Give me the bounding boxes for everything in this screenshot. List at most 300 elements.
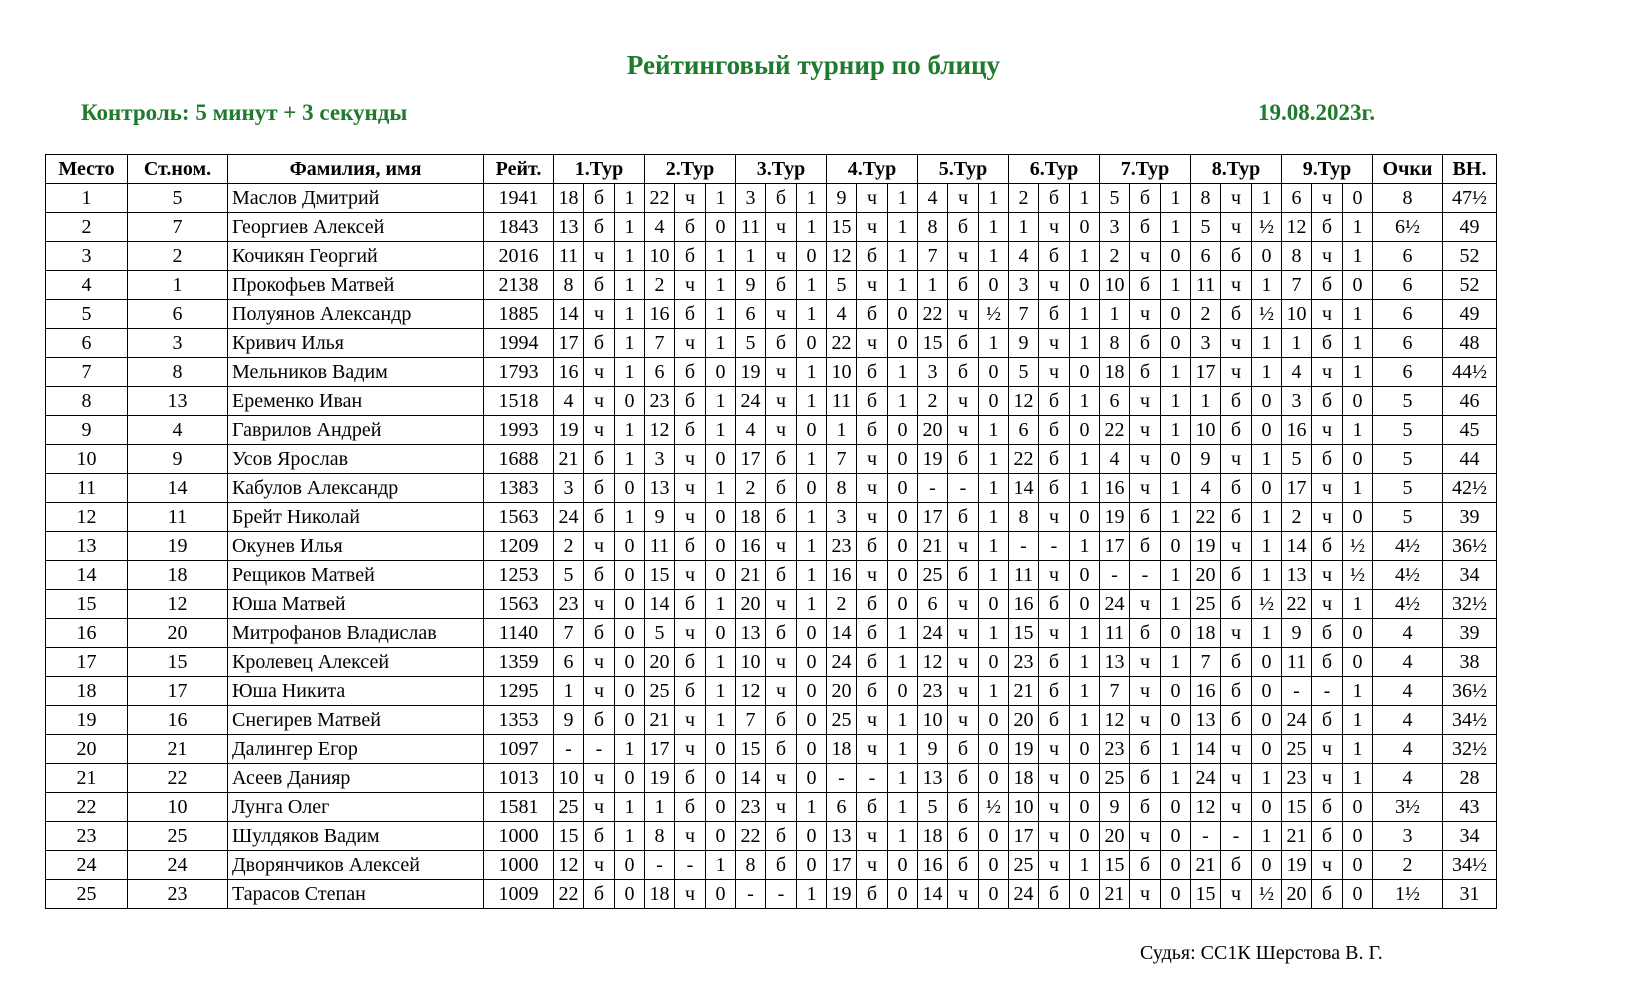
opponent-cell: 6 <box>554 648 584 677</box>
table-row <box>46 184 1497 213</box>
rating-cell: 1793 <box>484 358 554 387</box>
opponent-cell: 10 <box>827 358 857 387</box>
result-cell: 0 <box>615 880 645 909</box>
result-cell: 0 <box>706 358 736 387</box>
color-cell: б <box>766 851 797 880</box>
result-cell: 0 <box>1343 851 1373 880</box>
result-cell: 1 <box>1161 764 1191 793</box>
player-name-cell: Гаврилов Андрей <box>228 416 484 445</box>
opponent-cell: 14 <box>827 619 857 648</box>
tiebreak-cell: 44 <box>1443 445 1497 474</box>
color-cell: б <box>948 735 979 764</box>
points-cell: 6 <box>1373 300 1443 329</box>
color-cell: ч <box>1039 735 1070 764</box>
header-name: Фамилия, имя <box>228 155 484 184</box>
opponent-cell: 23 <box>1100 735 1130 764</box>
color-cell: ч <box>1221 735 1252 764</box>
color-cell: ч <box>1221 329 1252 358</box>
result-cell: 1 <box>615 822 645 851</box>
opponent-cell: 6 <box>1191 242 1221 271</box>
tiebreak-cell: 49 <box>1443 300 1497 329</box>
color-cell: - <box>948 474 979 503</box>
color-cell: ч <box>948 532 979 561</box>
color-cell: ч <box>1130 822 1161 851</box>
color-cell: б <box>1312 271 1343 300</box>
result-cell: 1 <box>888 822 918 851</box>
rating-cell: 1209 <box>484 532 554 561</box>
table-row <box>46 561 1497 590</box>
opponent-cell: 10 <box>1191 416 1221 445</box>
color-cell: б <box>948 851 979 880</box>
result-cell: 0 <box>1343 619 1373 648</box>
color-cell: ч <box>857 822 888 851</box>
result-cell: 0 <box>1161 329 1191 358</box>
header-round: 4.Тур <box>827 155 918 184</box>
place-cell: 23 <box>46 822 128 851</box>
player-name-cell: Митрофанов Владислав <box>228 619 484 648</box>
color-cell: б <box>584 561 615 590</box>
place-cell: 9 <box>46 416 128 445</box>
color-cell: ч <box>766 242 797 271</box>
color-cell: ч <box>1039 271 1070 300</box>
opponent-cell: 14 <box>554 300 584 329</box>
color-cell: - <box>584 735 615 764</box>
place-cell: 16 <box>46 619 128 648</box>
header-points: Очки <box>1373 155 1443 184</box>
color-cell: ч <box>1221 764 1252 793</box>
result-cell: 0 <box>1161 822 1191 851</box>
color-cell: ч <box>1130 387 1161 416</box>
result-cell: 1 <box>706 329 736 358</box>
opponent-cell: 6 <box>645 358 675 387</box>
opponent-cell: 15 <box>1100 851 1130 880</box>
color-cell: ч <box>1312 358 1343 387</box>
color-cell: б <box>675 793 706 822</box>
result-cell: 0 <box>1161 706 1191 735</box>
result-cell: 1 <box>1070 445 1100 474</box>
opponent-cell: 14 <box>1191 735 1221 764</box>
opponent-cell: 15 <box>736 735 766 764</box>
result-cell: 0 <box>797 764 827 793</box>
result-cell: 0 <box>615 590 645 619</box>
color-cell: ч <box>857 851 888 880</box>
header-round: 3.Тур <box>736 155 827 184</box>
color-cell: б <box>766 474 797 503</box>
result-cell: 0 <box>706 880 736 909</box>
result-cell: 1 <box>797 503 827 532</box>
result-cell: 0 <box>706 619 736 648</box>
start-number-cell: 9 <box>128 445 228 474</box>
table-row <box>46 590 1497 619</box>
opponent-cell: 13 <box>1191 706 1221 735</box>
start-number-cell: 6 <box>128 300 228 329</box>
result-cell: 1 <box>797 271 827 300</box>
start-number-cell: 16 <box>128 706 228 735</box>
opponent-cell: 12 <box>554 851 584 880</box>
result-cell: 1 <box>1252 329 1282 358</box>
opponent-cell: 18 <box>1100 358 1130 387</box>
result-cell: 0 <box>1070 590 1100 619</box>
result-cell: 0 <box>797 474 827 503</box>
opponent-cell: 5 <box>1100 184 1130 213</box>
result-cell: 0 <box>888 474 918 503</box>
result-cell: 0 <box>1252 387 1282 416</box>
result-cell: 0 <box>615 706 645 735</box>
result-cell: 0 <box>979 387 1009 416</box>
opponent-cell: 6 <box>1009 416 1039 445</box>
opponent-cell: 16 <box>1009 590 1039 619</box>
color-cell: б <box>1221 648 1252 677</box>
player-name-cell: Дворянчиков Алексей <box>228 851 484 880</box>
color-cell: ч <box>675 735 706 764</box>
color-cell: ч <box>1130 880 1161 909</box>
opponent-cell: 17 <box>1009 822 1039 851</box>
color-cell: б <box>1039 590 1070 619</box>
color-cell: ч <box>766 416 797 445</box>
color-cell: ч <box>675 822 706 851</box>
result-cell: 0 <box>1252 677 1282 706</box>
place-cell: 5 <box>46 300 128 329</box>
opponent-cell: - <box>918 474 948 503</box>
result-cell: 1 <box>1161 416 1191 445</box>
opponent-cell: 17 <box>918 503 948 532</box>
player-name-cell: Тарасов Степан <box>228 880 484 909</box>
color-cell: ч <box>766 532 797 561</box>
color-cell: ч <box>584 793 615 822</box>
result-cell: 0 <box>1070 358 1100 387</box>
opponent-cell: 5 <box>918 793 948 822</box>
result-cell: 1 <box>1252 822 1282 851</box>
color-cell: б <box>766 735 797 764</box>
opponent-cell: 23 <box>1009 648 1039 677</box>
result-cell: 0 <box>1252 706 1282 735</box>
place-cell: 7 <box>46 358 128 387</box>
result-cell: 0 <box>1161 851 1191 880</box>
color-cell: - <box>1312 677 1343 706</box>
color-cell: ч <box>766 764 797 793</box>
result-cell: 1 <box>615 416 645 445</box>
opponent-cell: 11 <box>827 387 857 416</box>
color-cell: ч <box>857 329 888 358</box>
result-cell: 1 <box>797 880 827 909</box>
standings-table <box>45 154 1497 909</box>
result-cell: 0 <box>1252 735 1282 764</box>
place-cell: 8 <box>46 387 128 416</box>
result-cell: 1 <box>979 329 1009 358</box>
color-cell: ч <box>948 184 979 213</box>
opponent-cell: 14 <box>918 880 948 909</box>
opponent-cell: 14 <box>736 764 766 793</box>
rating-cell: 1295 <box>484 677 554 706</box>
result-cell: 0 <box>888 590 918 619</box>
result-cell: 1 <box>1161 474 1191 503</box>
opponent-cell: 9 <box>1009 329 1039 358</box>
result-cell: 1 <box>1252 764 1282 793</box>
result-cell: 0 <box>706 561 736 590</box>
color-cell: ч <box>584 532 615 561</box>
result-cell: ½ <box>979 793 1009 822</box>
opponent-cell: 20 <box>1100 822 1130 851</box>
opponent-cell: 13 <box>1282 561 1312 590</box>
result-cell: 1 <box>1161 503 1191 532</box>
color-cell: б <box>584 445 615 474</box>
table-row <box>46 619 1497 648</box>
table-row <box>46 358 1497 387</box>
color-cell: б <box>584 503 615 532</box>
color-cell: б <box>766 619 797 648</box>
result-cell: 1 <box>797 184 827 213</box>
rating-cell: 1013 <box>484 764 554 793</box>
result-cell: 1 <box>1070 851 1100 880</box>
result-cell: 0 <box>615 474 645 503</box>
opponent-cell: 11 <box>554 242 584 271</box>
opponent-cell: 24 <box>1009 880 1039 909</box>
result-cell: 1 <box>979 416 1009 445</box>
opponent-cell: 9 <box>918 735 948 764</box>
result-cell: 1 <box>615 271 645 300</box>
color-cell: - <box>1039 532 1070 561</box>
result-cell: 0 <box>1070 822 1100 851</box>
color-cell: б <box>1130 619 1161 648</box>
color-cell: б <box>675 532 706 561</box>
rating-cell: 1993 <box>484 416 554 445</box>
points-cell: 2 <box>1373 851 1443 880</box>
color-cell: б <box>1039 300 1070 329</box>
result-cell: 1 <box>615 503 645 532</box>
color-cell: ч <box>948 619 979 648</box>
color-cell: ч <box>584 851 615 880</box>
opponent-cell: 21 <box>645 706 675 735</box>
referee-signature: Судья: СС1К Шерстова В. Г. <box>1140 942 1383 964</box>
result-cell: 0 <box>979 851 1009 880</box>
result-cell: 1 <box>1252 619 1282 648</box>
color-cell: б <box>1312 822 1343 851</box>
opponent-cell: 15 <box>918 329 948 358</box>
result-cell: 1 <box>615 300 645 329</box>
rating-cell: 1009 <box>484 880 554 909</box>
tiebreak-cell: 44½ <box>1443 358 1497 387</box>
color-cell: ч <box>675 503 706 532</box>
color-cell: б <box>1312 706 1343 735</box>
opponent-cell: 1 <box>1009 213 1039 242</box>
color-cell: б <box>584 822 615 851</box>
color-cell: б <box>948 358 979 387</box>
result-cell: 0 <box>1252 474 1282 503</box>
start-number-cell: 15 <box>128 648 228 677</box>
result-cell: 0 <box>615 387 645 416</box>
tiebreak-cell: 45 <box>1443 416 1497 445</box>
result-cell: 1 <box>706 416 736 445</box>
result-cell: 0 <box>888 445 918 474</box>
table-row <box>46 764 1497 793</box>
opponent-cell: 2 <box>645 271 675 300</box>
opponent-cell: 3 <box>1009 271 1039 300</box>
result-cell: 1 <box>1070 619 1100 648</box>
opponent-cell: 2 <box>1009 184 1039 213</box>
color-cell: б <box>584 880 615 909</box>
result-cell: 0 <box>888 329 918 358</box>
opponent-cell: 15 <box>1191 880 1221 909</box>
place-cell: 2 <box>46 213 128 242</box>
color-cell: ч <box>766 793 797 822</box>
tiebreak-cell: 34 <box>1443 561 1497 590</box>
opponent-cell: 8 <box>918 213 948 242</box>
opponent-cell: 1 <box>1100 300 1130 329</box>
opponent-cell: 20 <box>645 648 675 677</box>
result-cell: 1 <box>706 851 736 880</box>
color-cell: ч <box>948 300 979 329</box>
place-cell: 21 <box>46 764 128 793</box>
table-row <box>46 329 1497 358</box>
opponent-cell: 23 <box>918 677 948 706</box>
result-cell: 1 <box>1252 503 1282 532</box>
points-cell: 4 <box>1373 764 1443 793</box>
start-number-cell: 4 <box>128 416 228 445</box>
color-cell: ч <box>1221 358 1252 387</box>
opponent-cell: 16 <box>918 851 948 880</box>
color-cell: ч <box>1312 590 1343 619</box>
player-name-cell: Брейт Николай <box>228 503 484 532</box>
opponent-cell: 7 <box>554 619 584 648</box>
opponent-cell: 15 <box>1009 619 1039 648</box>
opponent-cell: 13 <box>918 764 948 793</box>
opponent-cell: 17 <box>1282 474 1312 503</box>
table-row <box>46 213 1497 242</box>
opponent-cell: 19 <box>554 416 584 445</box>
color-cell: ч <box>948 242 979 271</box>
result-cell: 1 <box>706 387 736 416</box>
rating-cell: 1581 <box>484 793 554 822</box>
color-cell: б <box>675 213 706 242</box>
opponent-cell: 21 <box>736 561 766 590</box>
points-cell: 3 <box>1373 822 1443 851</box>
rating-cell: 1563 <box>484 503 554 532</box>
opponent-cell: 20 <box>1009 706 1039 735</box>
table-row <box>46 300 1497 329</box>
color-cell: б <box>1039 474 1070 503</box>
opponent-cell: 15 <box>827 213 857 242</box>
color-cell: ч <box>584 300 615 329</box>
color-cell: ч <box>675 561 706 590</box>
result-cell: 1 <box>797 532 827 561</box>
points-cell: 5 <box>1373 387 1443 416</box>
color-cell: ч <box>584 677 615 706</box>
opponent-cell: 16 <box>736 532 766 561</box>
result-cell: 1 <box>797 387 827 416</box>
color-cell: б <box>1130 764 1161 793</box>
points-cell: 4½ <box>1373 590 1443 619</box>
opponent-cell: 8 <box>1100 329 1130 358</box>
result-cell: 0 <box>1343 184 1373 213</box>
rating-cell: 1000 <box>484 822 554 851</box>
color-cell: ч <box>1039 213 1070 242</box>
color-cell: ч <box>1221 532 1252 561</box>
opponent-cell: 6 <box>918 590 948 619</box>
opponent-cell: 11 <box>1282 648 1312 677</box>
color-cell: б <box>1039 648 1070 677</box>
player-name-cell: Прокофьев Матвей <box>228 271 484 300</box>
opponent-cell: - <box>736 880 766 909</box>
opponent-cell: 4 <box>1282 358 1312 387</box>
result-cell: 0 <box>1252 242 1282 271</box>
opponent-cell: 8 <box>1009 503 1039 532</box>
opponent-cell: 19 <box>827 880 857 909</box>
result-cell: 1 <box>615 213 645 242</box>
opponent-cell: 25 <box>827 706 857 735</box>
result-cell: 0 <box>797 648 827 677</box>
rating-cell: 1140 <box>484 619 554 648</box>
opponent-cell: 24 <box>918 619 948 648</box>
result-cell: 1 <box>1343 213 1373 242</box>
color-cell: ч <box>584 358 615 387</box>
result-cell: 0 <box>1070 271 1100 300</box>
player-name-cell: Кочикян Георгий <box>228 242 484 271</box>
color-cell: б <box>1039 706 1070 735</box>
color-cell: б <box>857 387 888 416</box>
opponent-cell: 25 <box>645 677 675 706</box>
opponent-cell: 10 <box>1100 271 1130 300</box>
opponent-cell: 12 <box>827 242 857 271</box>
table-row <box>46 706 1497 735</box>
color-cell: б <box>1221 590 1252 619</box>
result-cell: 0 <box>797 706 827 735</box>
opponent-cell: 9 <box>1282 619 1312 648</box>
opponent-cell: 3 <box>918 358 948 387</box>
result-cell: 0 <box>979 822 1009 851</box>
color-cell: б <box>766 706 797 735</box>
result-cell: 1 <box>615 735 645 764</box>
opponent-cell: 15 <box>645 561 675 590</box>
color-cell: б <box>857 242 888 271</box>
rating-cell: 2138 <box>484 271 554 300</box>
player-name-cell: Асеев Данияр <box>228 764 484 793</box>
points-cell: 4½ <box>1373 532 1443 561</box>
result-cell: 1 <box>888 793 918 822</box>
table-row <box>46 880 1497 909</box>
points-cell: 1½ <box>1373 880 1443 909</box>
points-cell: 4 <box>1373 619 1443 648</box>
color-cell: ч <box>675 184 706 213</box>
opponent-cell: 5 <box>736 329 766 358</box>
opponent-cell: 16 <box>645 300 675 329</box>
result-cell: 0 <box>1161 242 1191 271</box>
result-cell: ½ <box>1343 532 1373 561</box>
color-cell: б <box>857 648 888 677</box>
opponent-cell: 25 <box>1282 735 1312 764</box>
result-cell: 1 <box>979 474 1009 503</box>
rating-cell: 1941 <box>484 184 554 213</box>
color-cell: б <box>948 503 979 532</box>
opponent-cell: 2 <box>554 532 584 561</box>
start-number-cell: 19 <box>128 532 228 561</box>
color-cell: ч <box>675 706 706 735</box>
result-cell: 0 <box>1252 793 1282 822</box>
color-cell: б <box>1312 387 1343 416</box>
color-cell: ч <box>1130 416 1161 445</box>
opponent-cell: 6 <box>1282 184 1312 213</box>
color-cell: ч <box>1221 271 1252 300</box>
place-cell: 19 <box>46 706 128 735</box>
opponent-cell: 1 <box>554 677 584 706</box>
color-cell: б <box>1221 474 1252 503</box>
result-cell: 1 <box>615 242 645 271</box>
result-cell: 0 <box>615 764 645 793</box>
color-cell: ч <box>766 387 797 416</box>
opponent-cell: 11 <box>645 532 675 561</box>
player-name-cell: Шулдяков Вадим <box>228 822 484 851</box>
opponent-cell: 23 <box>827 532 857 561</box>
result-cell: 0 <box>1161 793 1191 822</box>
